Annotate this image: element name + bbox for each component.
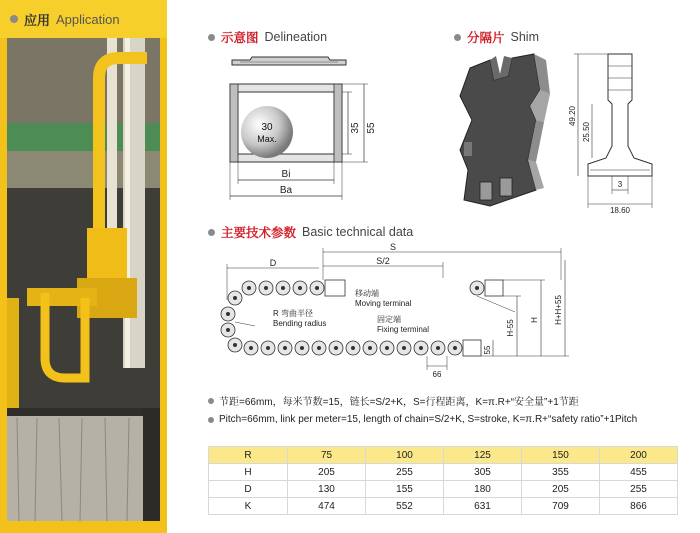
table-cell: 474 — [288, 498, 366, 515]
d-label: D — [269, 258, 277, 268]
row-label: R — [209, 447, 288, 464]
table-row — [209, 498, 678, 515]
table-cell: 455 — [600, 464, 678, 481]
table-cell: 125 — [444, 447, 522, 464]
machine-photo-illustration — [7, 38, 160, 521]
table-cell: 205 — [522, 481, 600, 498]
delineation-title-cn: 示意图 — [221, 31, 259, 45]
chain-diagram — [215, 240, 585, 380]
half-stroke-label: S/2 — [376, 256, 390, 266]
table-cell: 155 — [366, 481, 444, 498]
stroke-label: S — [389, 242, 397, 252]
application-title-cn: 应用 — [24, 12, 51, 28]
height-55-label: 55 — [483, 345, 492, 355]
application-photo — [7, 38, 160, 521]
table-row — [209, 481, 678, 498]
fixing-terminal-en: Fixing terminal — [377, 325, 430, 334]
application-title-en: Application — [56, 11, 120, 27]
bullet-icon — [208, 417, 214, 423]
table-cell: 180 — [444, 481, 522, 498]
outer-height-label: 55 — [366, 122, 377, 134]
bending-radius-en: Bending radius — [273, 319, 327, 328]
table-cell: 75 — [288, 447, 366, 464]
table-cell: 255 — [366, 464, 444, 481]
note-cn-text: 节距=66mm，每米节数=15，链长=S/2+K，S=行程距离，K=π.R+“安全量”+1节距 — [219, 397, 579, 408]
delineation-diagram — [220, 48, 390, 208]
note-cn — [208, 393, 579, 408]
bending-radius-cn: R 弯曲半径 — [273, 309, 313, 318]
max-sub: Max. — [257, 134, 277, 144]
delineation-title — [208, 28, 327, 46]
ba-label: Ba — [279, 185, 293, 196]
inner-height-label: 35 — [350, 122, 361, 134]
table-cell: 631 — [444, 498, 522, 515]
technical-title-en: Basic technical data — [302, 225, 414, 239]
shim-part-illustration — [450, 50, 560, 210]
table-cell: 355 — [522, 464, 600, 481]
table-cell: 130 — [288, 481, 366, 498]
row-label: D — [209, 481, 288, 498]
table-row — [209, 447, 678, 464]
table-cell: 150 — [522, 447, 600, 464]
delineation-title-en: Delineation — [264, 30, 328, 44]
table-row — [209, 464, 678, 481]
shim-base: 18.60 — [609, 206, 631, 215]
shim-total-height: 49.20 — [568, 105, 577, 127]
max-value: 30 — [261, 122, 273, 133]
table-cell: 866 — [600, 498, 678, 515]
table-cell: 205 — [288, 464, 366, 481]
bullet-icon — [208, 34, 215, 41]
fixing-terminal-cn: 固定端 — [377, 315, 401, 324]
row-label: H — [209, 464, 288, 481]
table-cell: 709 — [522, 498, 600, 515]
table-cell: 200 — [600, 447, 678, 464]
shim-title — [454, 28, 539, 46]
spec-table — [208, 446, 678, 515]
technical-title — [208, 223, 413, 241]
shim-title-cn: 分隔片 — [467, 31, 505, 45]
technical-title-cn: 主要技术参数 — [221, 226, 297, 240]
table-cell: 552 — [366, 498, 444, 515]
note-en — [208, 414, 637, 425]
moving-terminal-cn: 移动端 — [355, 289, 379, 298]
moving-terminal-en: Moving terminal — [355, 299, 412, 308]
table-cell: 255 — [600, 481, 678, 498]
shim-mid-height: 25.50 — [582, 121, 591, 143]
table-cell: 305 — [444, 464, 522, 481]
h-plus-label: H+H+55 — [554, 295, 563, 325]
bullet-icon — [454, 34, 461, 41]
bullet-icon — [208, 229, 215, 236]
bullet-icon — [10, 15, 18, 23]
shim-side-view — [570, 46, 680, 216]
h-minus-55-label: H-55 — [506, 319, 515, 337]
bi-label: Bi — [281, 169, 291, 180]
table-cell: 100 — [366, 447, 444, 464]
pitch-label: 66 — [432, 370, 442, 379]
row-label: K — [209, 498, 288, 515]
h-label: H — [530, 317, 539, 323]
left-panel — [0, 0, 167, 533]
shim-title-en: Shim — [510, 30, 539, 44]
application-header — [0, 0, 167, 38]
bullet-icon — [208, 398, 214, 404]
note-en-text: Pitch=66mm, link per meter=15, length of chain=S/2+K, S=stroke, K=π.R+“safety ratio”+1Pitch — [219, 414, 638, 425]
shim-width: 3 — [617, 180, 623, 189]
